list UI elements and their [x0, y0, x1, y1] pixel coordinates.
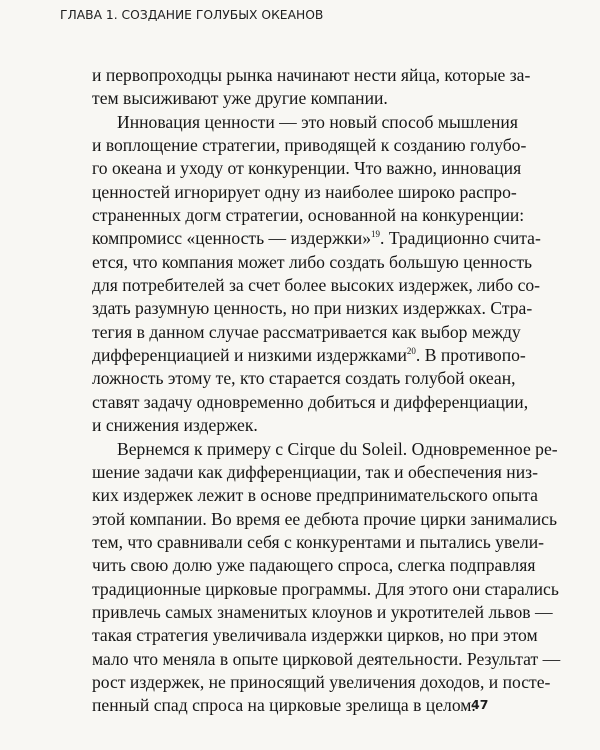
text-line [92, 601, 553, 624]
paragraph [92, 64, 531, 111]
text-line [92, 648, 561, 671]
text-line [92, 157, 522, 180]
line-text: страненных догм стратегии, основанной на конкуренции: [92, 205, 525, 226]
text-line [92, 461, 538, 484]
line-text: этой компании. Во время ее дебюта прочие цирки занимались [92, 508, 557, 529]
line-text: шение задачи как дифференциации, так и обеспечения низ- [92, 461, 538, 482]
text-line [92, 391, 529, 414]
text-line [92, 694, 496, 717]
line-text: го океана и уходу от конкуренции. Что важно, инновация [92, 158, 522, 179]
text-line [92, 554, 536, 577]
line-text: Инновация ценности — это новый способ мышления [117, 111, 518, 132]
text-line [92, 624, 538, 647]
text-line [92, 87, 496, 110]
text-line [92, 204, 525, 227]
paragraph [92, 438, 561, 718]
text-line [92, 671, 551, 694]
line-text: Вернемся к примеру с Cirque du Soleil. Одновременное ре- [117, 438, 558, 459]
text-line [92, 414, 496, 437]
line-text: ценностей игнорирует одну из наиболее широко распро- [92, 181, 517, 202]
body-text [92, 64, 561, 718]
text-line [92, 344, 526, 367]
text-line [92, 274, 541, 297]
footnote-marker[interactable]: 20 [406, 346, 416, 357]
text-line [92, 531, 545, 554]
text-line [92, 297, 533, 320]
line-text: и снижения издержек. [92, 415, 258, 436]
line-text-continued: . Традиционно счита- [380, 228, 541, 249]
line-text: и первопроходцы рынка начинают нести яйца, которые за- [92, 65, 531, 85]
line-text: пенный спад спроса на цирковые зрелища в целом. [92, 695, 476, 716]
text-line [92, 64, 531, 87]
footnote-marker[interactable]: 19 [371, 229, 381, 240]
text-line [92, 181, 517, 204]
page-number: 47 [471, 697, 489, 712]
line-text: чить свою долю уже падающего спроса, слегка подправляя [92, 555, 536, 576]
text-line [92, 251, 533, 274]
text-line [92, 321, 521, 344]
line-text: дифференциацией и низкими издержками [92, 345, 407, 366]
line-text: тем, что сравнивали себя с конкурентами и пытались увели- [92, 531, 545, 552]
text-line [92, 508, 557, 531]
line-text: ставят задачу одновременно добиться и дифференциации, [92, 391, 529, 412]
line-text: традиционные цирковые программы. Для этого они старались [92, 578, 559, 599]
line-text-continued: . В противопо- [415, 345, 526, 366]
line-text: ких издержек лежит в основе предпринимательского опыта [92, 485, 538, 506]
paragraph [92, 111, 541, 438]
line-text: тем высиживают уже другие компании. [92, 88, 388, 109]
line-text: здать разумную ценность, но при низких издержках. Стра- [92, 298, 533, 319]
line-text: и воплощение стратегии, приводящей к созданию голубо- [92, 135, 527, 156]
line-text: для потребителей за счет более высоких издержек, либо со- [92, 275, 541, 296]
text-line [92, 484, 538, 507]
line-text: ложность этому те, кто старается создать голубой океан, [92, 368, 516, 389]
text-line [92, 227, 541, 250]
text-line [92, 578, 559, 601]
line-text: компромисс «ценность — издержки» [92, 228, 372, 249]
text-line [92, 111, 518, 134]
line-text: рост издержек, не приносящий увеличения доходов, и посте- [92, 671, 551, 692]
line-text: привлечь самых знаменитых клоунов и укротителей львов — [92, 601, 553, 622]
text-line [92, 438, 558, 461]
text-line [92, 134, 527, 157]
text-line [92, 367, 516, 390]
running-head: ГЛАВА 1. СОЗДАНИЕ ГОЛУБЫХ ОКЕАНОВ [60, 8, 324, 22]
line-text: тегия в данном случае рассматривается как выбор между [92, 321, 521, 342]
line-text: ется, что компания может либо создать большую ценность [92, 251, 533, 272]
line-text: такая стратегия увеличивала издержки цирков, но при этом [92, 625, 538, 646]
line-text: мало что меняла в опыте цирковой деятельности. Результат — [92, 648, 561, 669]
